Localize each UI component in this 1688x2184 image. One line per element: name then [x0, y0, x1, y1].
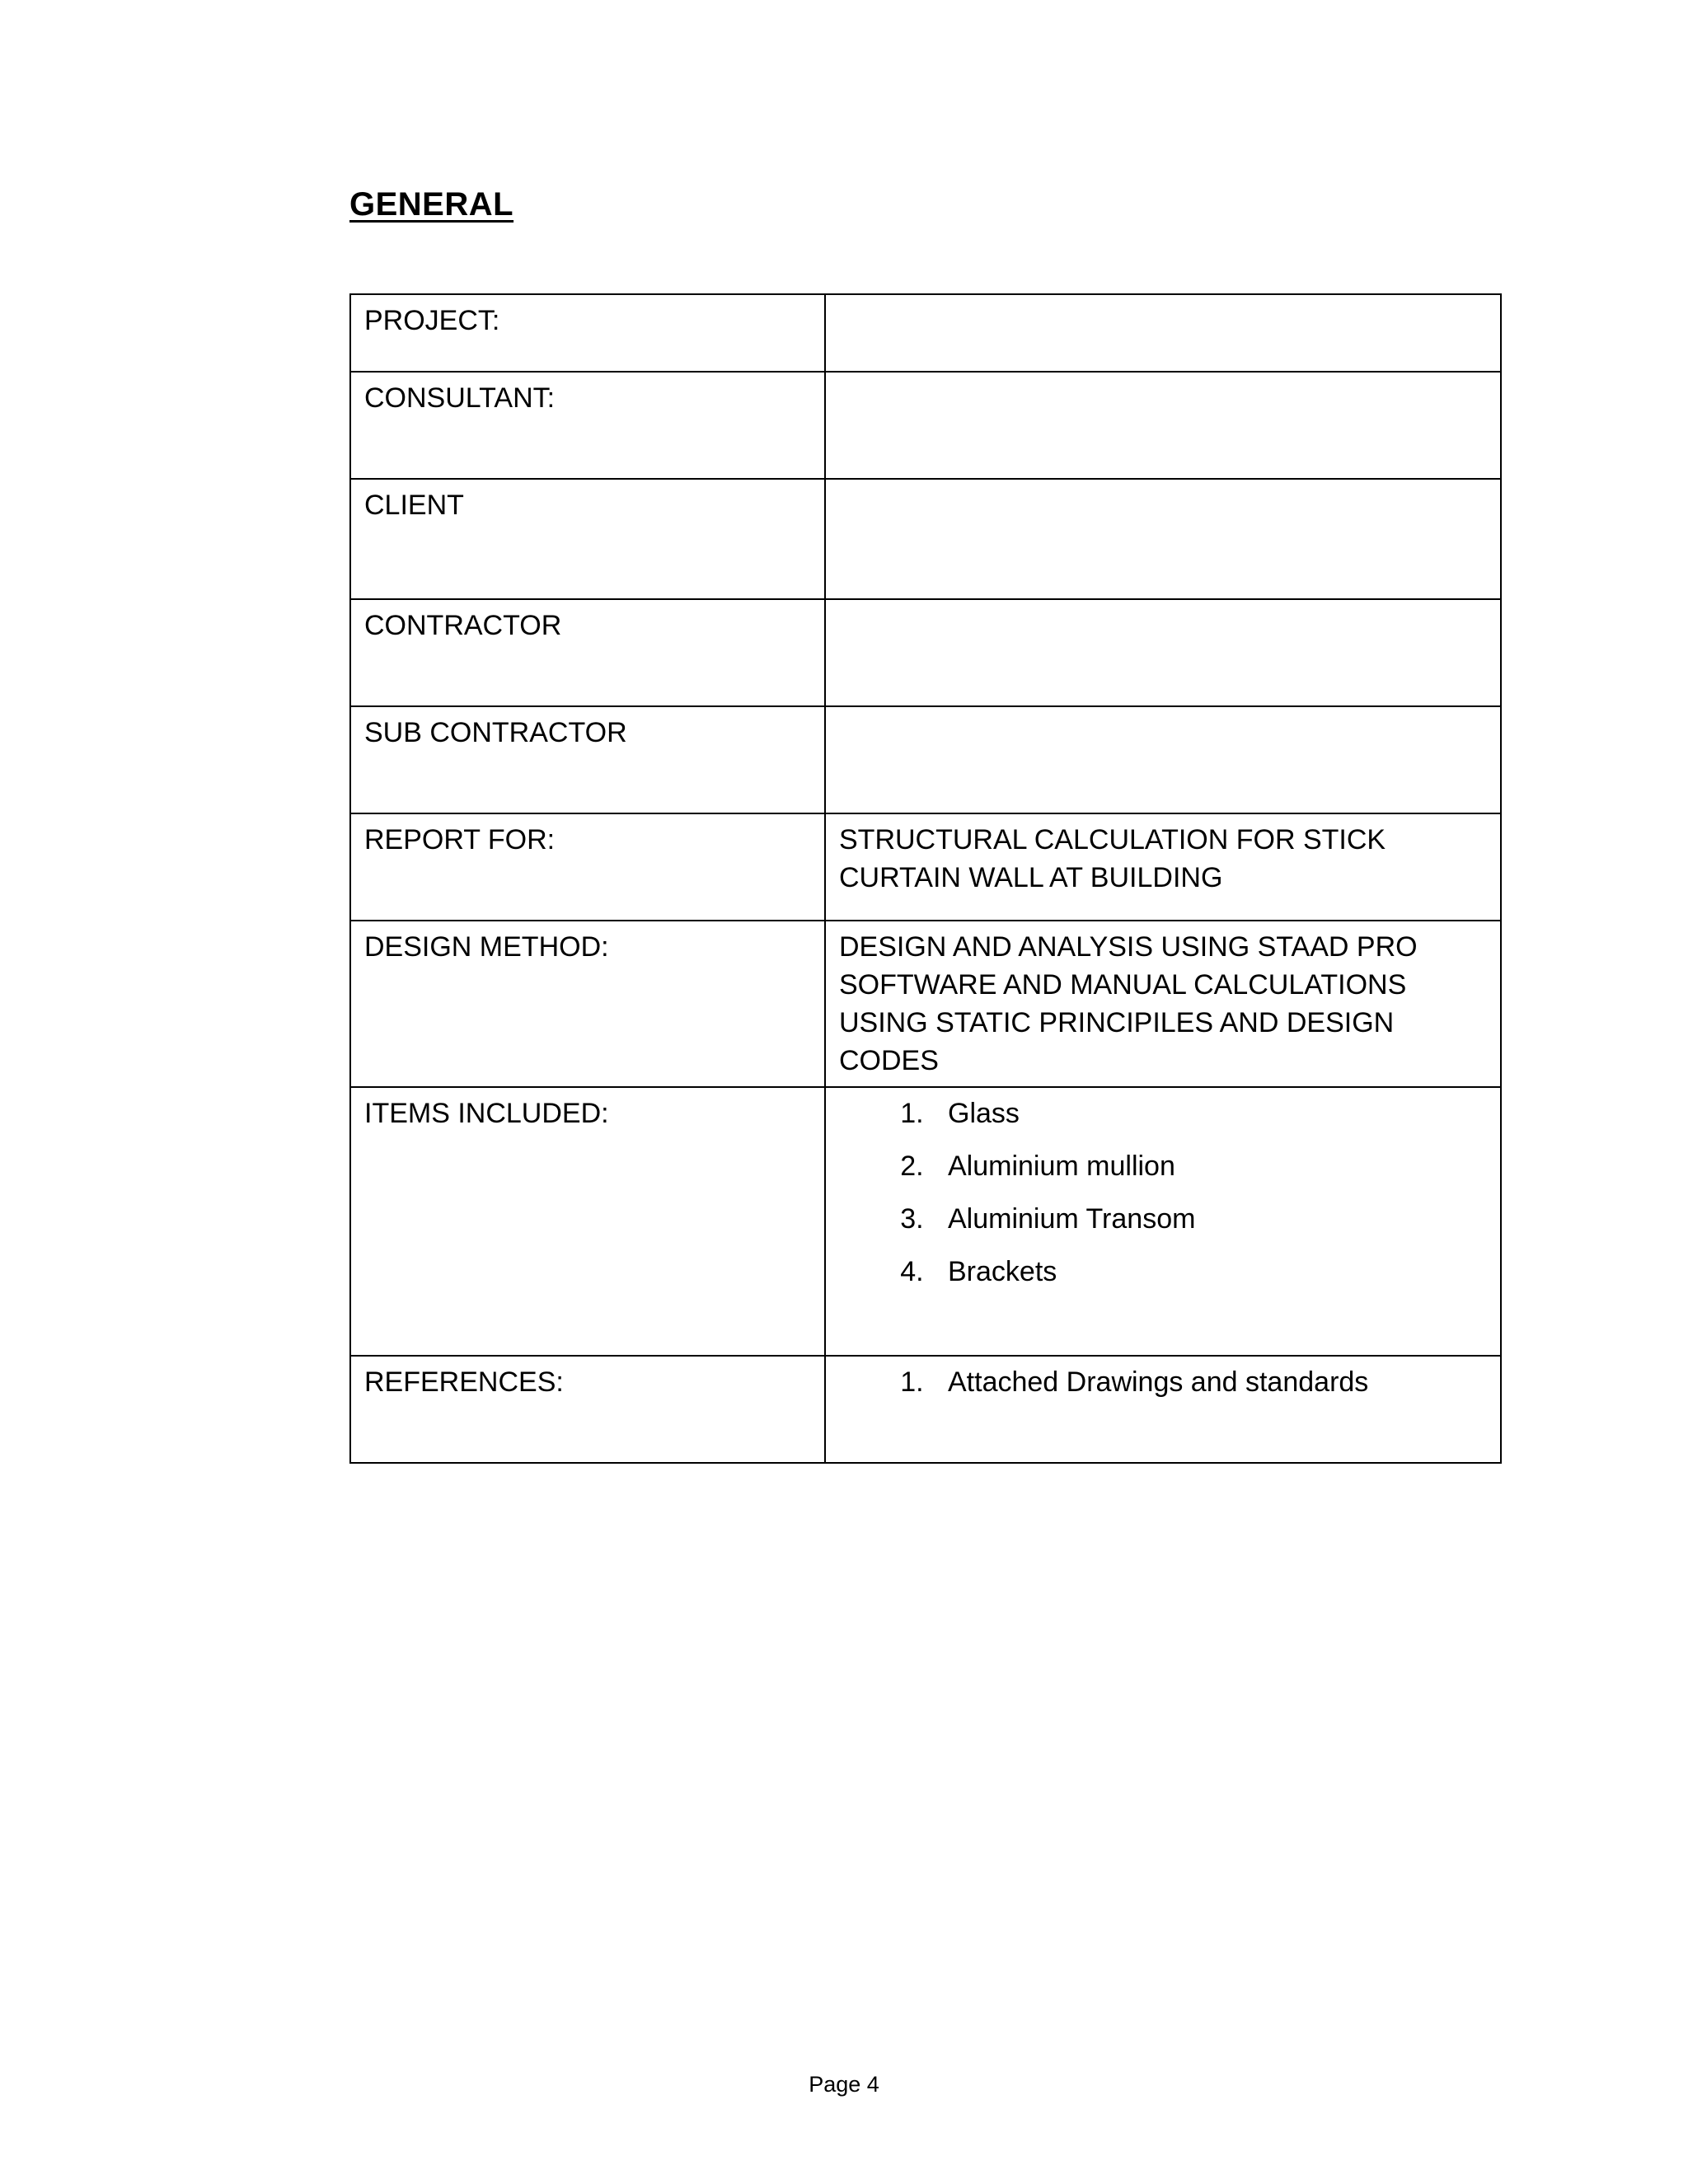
row-label: SUB CONTRACTOR	[350, 706, 825, 813]
list-item: 4. Brackets	[931, 1253, 1487, 1291]
table-row-client	[350, 479, 1501, 599]
row-value	[825, 706, 1501, 813]
general-info-table	[349, 293, 1502, 1464]
row-value	[825, 294, 1501, 372]
row-label: REPORT FOR:	[350, 813, 825, 921]
list-item: 1. Glass	[931, 1094, 1487, 1132]
table-row-consultant	[350, 372, 1501, 479]
list-item: 1. Attached Drawings and standards	[931, 1363, 1487, 1401]
page-number: Page 4	[809, 2072, 879, 2097]
row-label: PROJECT:	[350, 294, 825, 372]
table-row-items-included	[350, 1087, 1501, 1356]
table-row-contractor	[350, 599, 1501, 706]
references-list	[839, 1363, 1487, 1401]
row-value	[825, 1087, 1501, 1356]
row-label: DESIGN METHOD:	[350, 921, 825, 1087]
table-row-design-method	[350, 921, 1501, 1087]
list-item: 3. Aluminium Transom	[931, 1200, 1487, 1238]
row-value	[825, 372, 1501, 479]
table-row-project	[350, 294, 1501, 372]
table-row-references	[350, 1356, 1501, 1463]
row-value	[825, 479, 1501, 599]
section-heading: GENERAL	[349, 186, 514, 223]
items-list	[839, 1094, 1487, 1291]
row-value	[825, 1356, 1501, 1463]
row-value: DESIGN AND ANALYSIS USING STAAD PRO SOFTWARE AND MANUAL CALCULATIONS USING STATIC PRINCIPILES AND DESIGN CODES	[825, 921, 1501, 1087]
table-row-report-for	[350, 813, 1501, 921]
row-value: STRUCTURAL CALCULATION FOR STICK CURTAIN WALL AT BUILDING	[825, 813, 1501, 921]
row-label: CONSULTANT:	[350, 372, 825, 479]
row-label: REFERENCES:	[350, 1356, 825, 1463]
row-label: CONTRACTOR	[350, 599, 825, 706]
row-value	[825, 599, 1501, 706]
list-item: 2. Aluminium mullion	[931, 1147, 1487, 1185]
row-label: ITEMS INCLUDED:	[350, 1087, 825, 1356]
row-label: CLIENT	[350, 479, 825, 599]
table-row-sub-contractor	[350, 706, 1501, 813]
